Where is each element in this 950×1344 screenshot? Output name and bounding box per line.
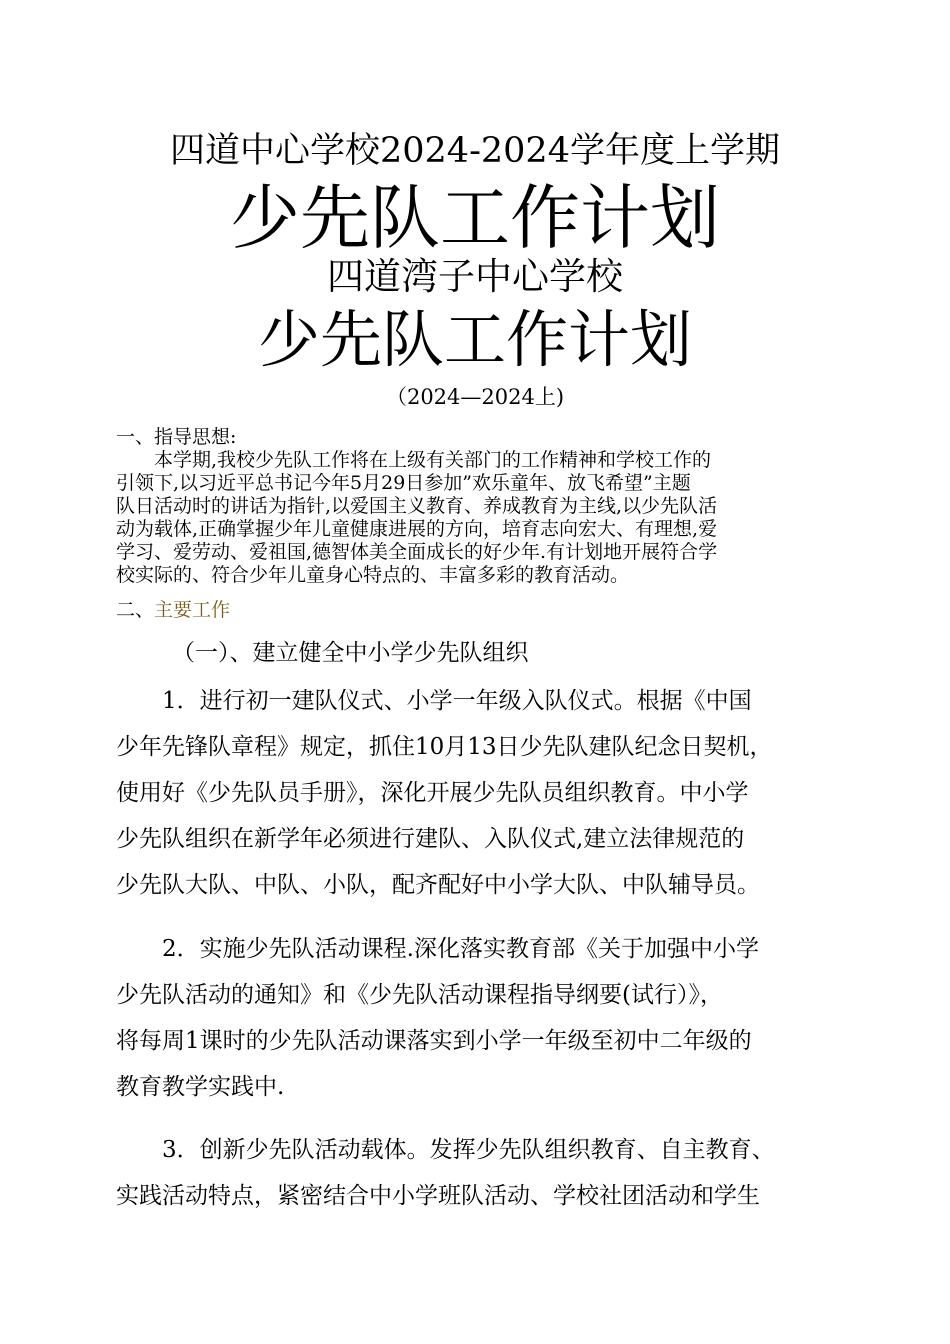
- guiding-thought-paragraph: [116, 449, 836, 587]
- section-title: 主要工作: [154, 599, 231, 621]
- paragraph-line: 队日活动时的讲话为指针,以爱国主义教育、养成教育为主线,以少先队活: [116, 495, 718, 517]
- section-heading-main-work: [116, 599, 230, 621]
- school-name: 四道湾子中心学校: [327, 255, 623, 298]
- paragraph-line: 3．创新少先队活动载体。发挥少先队组织教育、自主教育、: [162, 1137, 775, 1163]
- paragraph-line: 少先队活动的通知》和《少先队活动课程指导纲要(试行）》，: [116, 982, 723, 1008]
- document-title-repeat: 少先队工作计划: [257, 303, 692, 376]
- paragraph-line: 学习、爱劳动、爱祖国,德智体美全面成长的好少年.有计划地开展符合学: [116, 541, 718, 563]
- paragraph-line: 教育教学实践中.: [116, 1074, 285, 1100]
- work-item-3: [116, 1127, 856, 1219]
- paragraph-line: 本学期,我校少先队工作将在上级有关部门的工作精神和学校工作的: [154, 449, 712, 471]
- work-item-2: [116, 926, 856, 1110]
- document-header-line: 四道中心学校2024-2024学年度上学期: [170, 131, 780, 171]
- document-title: 少先队工作计划: [230, 177, 720, 259]
- section-number: 二、: [116, 599, 155, 621]
- subsection-heading: （一）、建立健全中小学少先队组织: [172, 640, 529, 666]
- paragraph-line: 实践活动特点，紧密结合中小学班队活动、学校社团活动和学生: [116, 1183, 760, 1209]
- year-range: （2024—2024上): [385, 385, 565, 409]
- paragraph-line: 使用好《少先队员手册》，深化开展少先队员组织教育。中小学: [116, 780, 749, 806]
- paragraph-line: 动为载体,正确掌握少年儿童健康进展的方向，培育志向宏大、有理想,爱: [116, 518, 718, 540]
- paragraph-line: 2．实施少先队活动课程.深化落实教育部《关于加强中小学: [162, 936, 759, 962]
- paragraph-line: 将每周1课时的少先队活动课落实到小学一年级至初中二年级的: [116, 1028, 752, 1054]
- paragraph-line: 少年先锋队章程》规定，抓住10月13日少先队建队纪念日契机，: [116, 734, 773, 760]
- paragraph-line: 少先队组织在新学年必须进行建队、入队仪式,建立法律规范的: [116, 826, 745, 852]
- paragraph-line: 1．进行初一建队仪式、小学一年级入队仪式。根据《中国: [162, 688, 752, 714]
- section-heading-guiding-thought: 一、指导思想:: [116, 426, 237, 448]
- paragraph-line: 引领下,以习近平总书记今年5月29日参加”欢乐童年、放飞希望”主题: [116, 472, 691, 494]
- paragraph-line: 少先队大队、中队、小队，配齐配好中小学大队、中队辅导员。: [116, 872, 760, 898]
- work-item-1: [116, 678, 856, 908]
- paragraph-line: 校实际的、符合少年儿童身心特点的、丰富多彩的教育活动。: [116, 564, 630, 586]
